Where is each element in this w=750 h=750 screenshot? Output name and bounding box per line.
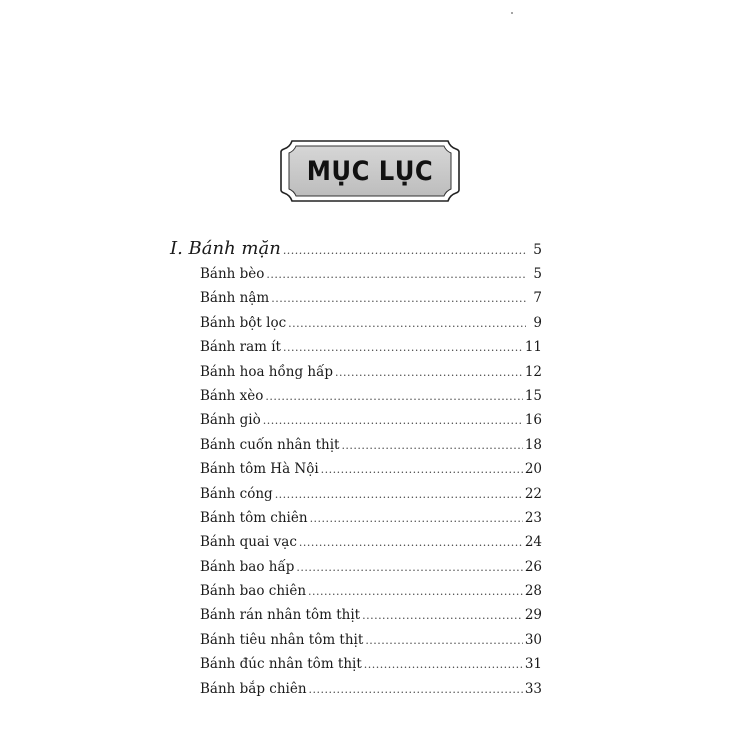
leader-dots (321, 463, 523, 476)
entry-title: Bánh ram ít (200, 339, 281, 356)
entry-page-number: 29 (524, 607, 542, 624)
toc-entry[interactable] (170, 315, 542, 339)
entry-title: Bánh bột lọc (200, 314, 287, 331)
entry-title: Bánh bèo (200, 266, 265, 282)
entry-page-number: 31 (524, 656, 542, 673)
entry-page-number: 30 (524, 631, 542, 648)
entry-page-number: 9 (533, 314, 542, 331)
entry-page-number: 16 (524, 412, 542, 429)
entry-title: Bánh hoa hồng hấp (200, 363, 334, 380)
entry-title: Bánh đúc nhân tôm thịt (200, 656, 362, 673)
leader-dots (265, 390, 522, 403)
entry-title: Bánh tiêu nhân tôm thịt (200, 631, 364, 648)
leader-dots (365, 634, 523, 647)
leader-dots (275, 488, 523, 501)
entry-title: Bánh cóng (200, 485, 273, 502)
toc-entry[interactable] (170, 681, 542, 705)
entry-page-number: 26 (524, 558, 542, 575)
entry-title: Bánh bắp chiên (200, 680, 307, 697)
entry-page-number: 22 (524, 485, 542, 502)
entry-page-number: 20 (524, 461, 542, 478)
toc-entry[interactable] (170, 510, 542, 534)
entry-title: Bánh cuốn nhân thịt (200, 436, 340, 453)
section-title: I. Bánh mặn (170, 238, 281, 259)
leader-dots (308, 585, 523, 598)
entry-page-number: 33 (524, 680, 542, 697)
toc-heading-frame (278, 138, 462, 204)
speck (511, 12, 513, 14)
toc-entry[interactable] (170, 290, 542, 314)
toc-entry[interactable] (170, 486, 542, 510)
entry-title: Bánh tôm chiên (200, 509, 308, 526)
entry-title: Bánh bao chiên (200, 583, 307, 600)
leader-dots (288, 317, 526, 330)
toc-section[interactable] (170, 238, 542, 266)
entry-page-number: 11 (524, 339, 542, 356)
toc-entry[interactable] (170, 534, 542, 558)
leader-dots (362, 609, 523, 622)
entry-page-number: 15 (524, 387, 542, 404)
entry-page-number: 18 (524, 436, 542, 453)
entry-title: Bánh tôm Hà Nội (200, 461, 319, 478)
leader-dots (263, 414, 523, 427)
entry-title: Bánh xèo (200, 387, 264, 404)
section-page-number: 5 (533, 242, 542, 258)
toc-heading: MỤC LỤC (306, 155, 434, 187)
leader-dots (271, 292, 526, 305)
entry-title: Bánh quai vạc (200, 534, 297, 551)
leader-dots (364, 658, 523, 671)
toc-entry[interactable] (170, 364, 542, 388)
entry-title: Bánh nậm (200, 290, 270, 307)
toc-entry[interactable] (170, 437, 542, 461)
entry-page-number: 24 (524, 534, 542, 551)
leader-dots (335, 366, 523, 379)
toc-entry-list (170, 266, 542, 705)
toc-entry[interactable] (170, 632, 542, 656)
toc-entry[interactable] (170, 388, 542, 412)
toc-entry[interactable] (170, 656, 542, 680)
toc-entry[interactable] (170, 461, 542, 485)
toc-entry[interactable] (170, 559, 542, 583)
entry-page-number: 28 (524, 583, 542, 600)
leader-dots (309, 683, 523, 696)
entry-page-number: 23 (524, 509, 542, 526)
toc-entry[interactable] (170, 412, 542, 436)
entry-title: Bánh giò (200, 412, 261, 429)
leader-dots (341, 439, 522, 452)
leader-dots (310, 512, 523, 525)
toc-entry[interactable] (170, 607, 542, 631)
toc-entry[interactable] (170, 266, 542, 290)
entry-title: Bánh bao hấp (200, 558, 295, 575)
entry-page-number: 5 (533, 266, 542, 282)
leader-dots (266, 268, 526, 281)
entry-title: Bánh rán nhân tôm thịt (200, 607, 361, 624)
leader-dots (299, 536, 523, 549)
table-of-contents (170, 238, 542, 705)
leader-dots (296, 561, 522, 574)
entry-page-number: 7 (533, 290, 542, 307)
toc-entry[interactable] (170, 583, 542, 607)
leader-dots (283, 244, 526, 257)
entry-page-number: 12 (524, 363, 542, 380)
leader-dots (283, 341, 523, 354)
toc-entry[interactable] (170, 339, 542, 363)
